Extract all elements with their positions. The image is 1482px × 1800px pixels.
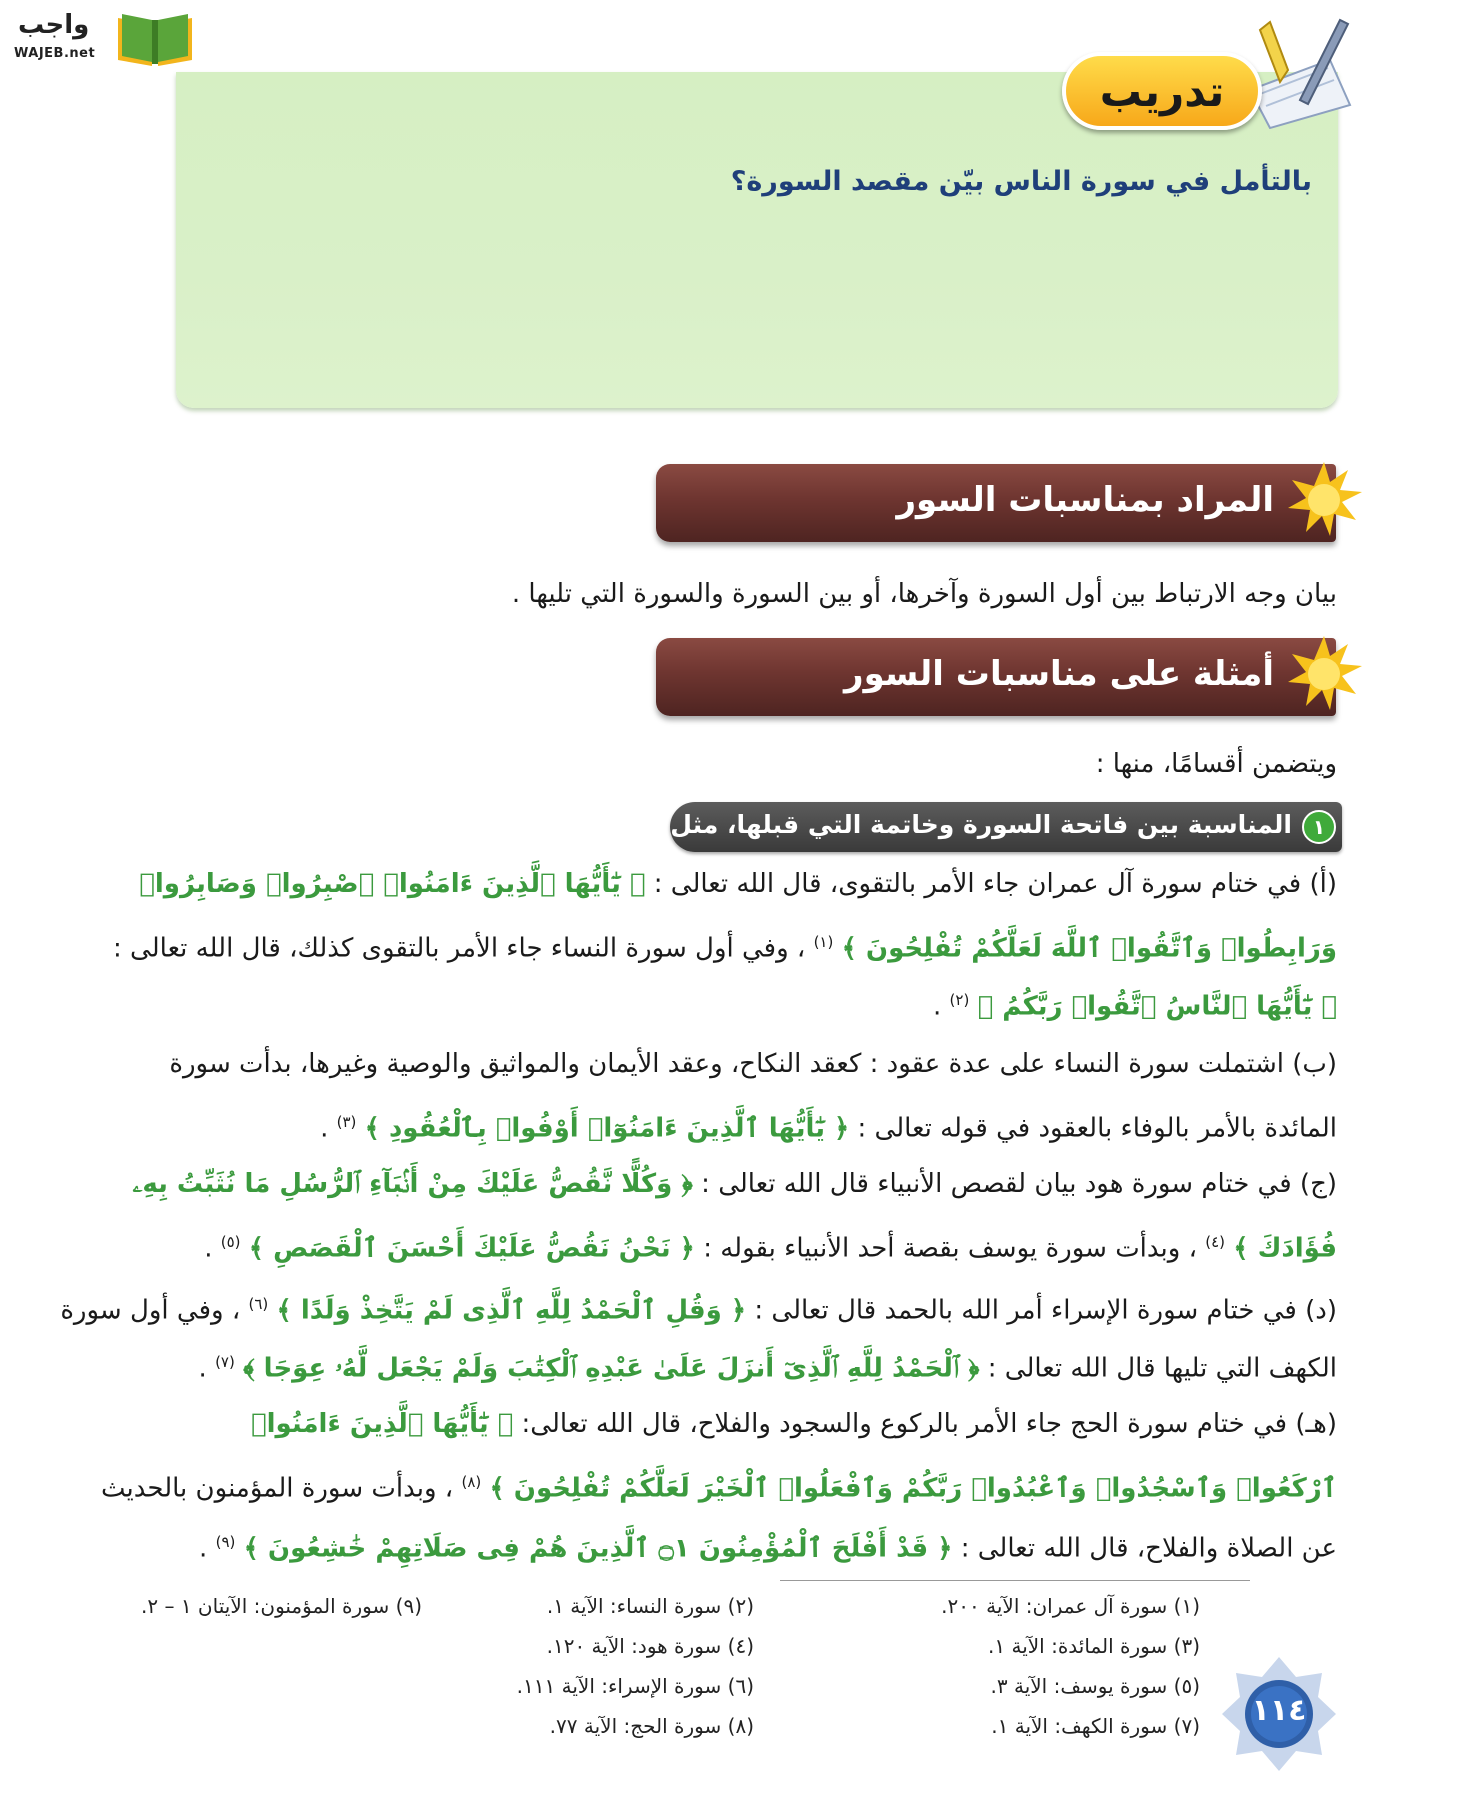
footnote-2: (٢) سورة النساء: الآية ١. xyxy=(546,1594,754,1618)
footnote-1: (١) سورة آل عمران: الآية ٢٠٠. xyxy=(941,1594,1200,1618)
footnote-ref: (٣) xyxy=(336,1113,357,1131)
example-e-line1: (هـ) في ختام سورة الحج جاء الأمر بالركوع والسجود والفلاح، قال الله تعالى: ﴿ يَٰٓأَيُّهَا ٱلَّذِينَ ءَامَنُوا۟ xyxy=(251,1409,1337,1439)
footnote-ref: (٢) xyxy=(949,991,970,1009)
example-e-line3: عن الصلاة والفلاح، قال الله تعالى : ﴿ قَدْ أَفْلَحَ ٱلْمُؤْمِنُونَ ۝١ ٱلَّذِينَ هُمْ فِى صَلَاتِهِمْ خَٰشِعُونَ ﴾ $^{(٩)}$ . xyxy=(199,1533,1337,1564)
category-number: ١ xyxy=(1302,810,1336,844)
verse: ﴿ نَحْنُ نَقُصُّ عَلَيْكَ أَحْسَنَ ٱلْقَصَصِ ﴾ xyxy=(248,1233,695,1264)
footnote-8: (٨) سورة الحج: الآية ٧٧. xyxy=(549,1714,754,1738)
verse: ﴿ قَدْ أَفْلَحَ ٱلْمُؤْمِنُونَ ۝١ ٱلَّذِينَ هُمْ فِى صَلَاتِهِمْ خَٰشِعُونَ ﴾ xyxy=(243,1533,953,1564)
practice-badge-label: تدريب xyxy=(1099,66,1225,116)
footnote-6: (٦) سورة الإسراء: الآية ١١١. xyxy=(516,1674,754,1698)
section-title-examples: أمثلة على مناسبات السور xyxy=(844,654,1274,694)
wajeb-logo xyxy=(10,6,190,68)
page-number: ١١٤ xyxy=(1251,1693,1307,1728)
footnote-ref: (٥) xyxy=(220,1233,241,1251)
verse: ﴿ يَٰٓأَيُّهَا ٱلَّذِينَ ءَامَنُوا۟ xyxy=(251,1409,514,1439)
verse: ﴿ وَكُلًّا نَّقُصُّ عَلَيْكَ مِنْ أَنۢبَآءِ ٱلرُّسُلِ مَا نُثَبِّتُ بِهِۦ xyxy=(132,1169,693,1199)
section-banner-examples xyxy=(656,638,1336,716)
example-b-line2: المائدة بالأمر بالوفاء بالعقود في قوله تعالى : ﴿ يَٰٓأَيُّهَا ٱلَّذِينَ ءَامَنُوٓا۟ أَوْفُوا۟ بِٱلْعُقُودِ ﴾ $^{(٣)}$ . xyxy=(320,1113,1337,1144)
book-icon xyxy=(116,10,194,68)
example-c-line2: فُؤَادَكَ ﴾ $^{(٤)}$ ، وبدأت سورة يوسف بقصة أحد الأنبياء بقوله : ﴿ نَحْنُ نَقُصُّ عَلَيْكَ أَحْسَنَ ٱلْقَصَصِ ﴾ $^{(٥)}$ . xyxy=(204,1233,1337,1264)
example-d-line2: الكهف التي تليها قال الله تعالى : ﴿ ٱلْحَمْدُ لِلَّهِ ٱلَّذِىٓ أَنزَلَ عَلَىٰ عَبْدِهِ ٱلْكِتَٰبَ وَلَمْ يَجْعَل لَّهُۥ عِوَجَا ﴾ $^{(٧)}$ . xyxy=(198,1353,1337,1384)
footnote-ref: (٦) xyxy=(248,1295,269,1313)
footnote-ref: (٩) xyxy=(215,1533,236,1551)
pen-paper-icon xyxy=(1240,10,1360,130)
footnote-ref: (١) xyxy=(813,933,834,951)
example-a-line1: (أ) في ختام سورة آل عمران جاء الأمر بالتقوى، قال الله تعالى : ﴿ يَٰٓأَيُّهَا ٱلَّذِينَ ءَامَنُوا۟ ٱصْبِرُوا۟ وَصَابِرُوا۟ xyxy=(139,869,1337,899)
practice-question: بالتأمل في سورة الناس بيّن مقصد السورة؟ xyxy=(730,166,1312,197)
logo-net: WAJEB.net xyxy=(14,46,96,61)
example-b-line1: (ب) اشتملت سورة النساء على عدة عقود : كعقد النكاح، وعقد الأيمان والمواثيق والوصية وغيرها، بدأت سورة xyxy=(169,1049,1337,1079)
verse: ٱرْكَعُوا۟ وَٱسْجُدُوا۟ وَٱعْبُدُوا۟ رَبَّكُمْ وَٱفْعَلُوا۟ ٱلْخَيْرَ لَعَلَّكُمْ تُفْلِحُونَ ﴾ xyxy=(489,1473,1337,1504)
definition-text: بيان وجه الارتباط بين أول السورة وآخرها، أو بين السورة والسورة التي تليها . xyxy=(511,579,1337,609)
page-number-badge xyxy=(1220,1655,1338,1773)
intro-text: ويتضمن أقسامًا، منها : xyxy=(1095,749,1337,779)
category-banner xyxy=(651,802,1342,852)
section-title-meaning: المراد بمناسبات السور xyxy=(896,480,1274,520)
footnote-ref: (٧) xyxy=(215,1353,235,1371)
example-a-line2: وَرَابِطُوا۟ وَٱتَّقُوا۟ ٱللَّهَ لَعَلَّكُمْ تُفْلِحُونَ ﴾ $^{(١)}$ ، وفي أول سورة النساء جاء الأمر بالتقوى كذلك، قال الله تعالى : xyxy=(113,933,1337,964)
verse: وَرَابِطُوا۟ وَٱتَّقُوا۟ ٱللَّهَ لَعَلَّكُمْ تُفْلِحُونَ ﴾ xyxy=(841,933,1337,964)
verse: ﴿ يَٰٓأَيُّهَا ٱلنَّاسُ ٱتَّقُوا۟ رَبَّكُمُ ﴾ xyxy=(977,991,1337,1022)
footnote-ref: (٨) xyxy=(461,1473,482,1491)
verse: فُؤَادَكَ ﴾ xyxy=(1233,1233,1337,1264)
section-banner-meaning xyxy=(656,464,1336,542)
example-a-line3: ﴿ يَٰٓأَيُّهَا ٱلنَّاسُ ٱتَّقُوا۟ رَبَّكُمُ ﴾ $^{(٢)}$ . xyxy=(932,991,1337,1022)
verse: ﴿ يَٰٓأَيُّهَا ٱلَّذِينَ ءَامَنُوا۟ ٱصْبِرُوا۟ وَصَابِرُوا۟ xyxy=(139,869,646,899)
verse: ﴿ يَٰٓأَيُّهَا ٱلَّذِينَ ءَامَنُوٓا۟ أَوْفُوا۟ بِٱلْعُقُودِ ﴾ xyxy=(364,1113,850,1144)
logo-word: واجب xyxy=(18,10,90,40)
footnote-ref: (٤) xyxy=(1205,1233,1226,1251)
example-e-line2: ٱرْكَعُوا۟ وَٱسْجُدُوا۟ وَٱعْبُدُوا۟ رَبَّكُمْ وَٱفْعَلُوا۟ ٱلْخَيْرَ لَعَلَّكُمْ تُفْلِحُونَ ﴾ $^{(٨)}$ ، وبدأت سورة المؤمنون بالحديث xyxy=(101,1473,1337,1504)
verse: ﴿ وَقُلِ ٱلْحَمْدُ لِلَّهِ ٱلَّذِى لَمْ يَتَّخِذْ وَلَدًا ﴾ xyxy=(276,1295,747,1326)
verse: ﴿ ٱلْحَمْدُ لِلَّهِ ٱلَّذِىٓ أَنزَلَ عَلَىٰ عَبْدِهِ ٱلْكِتَٰبَ وَلَمْ يَجْعَل لَّهُۥ عِوَجَا ﴾ xyxy=(243,1353,980,1384)
practice-badge xyxy=(1062,52,1262,130)
example-c-line1: (ج) في ختام سورة هود بيان لقصص الأنبياء قال الله تعالى : ﴿ وَكُلًّا نَّقُصُّ عَلَيْكَ مِنْ أَنۢبَآءِ ٱلرُّسُلِ مَا نُثَبِّتُ بِهِۦ xyxy=(132,1169,1337,1199)
footnote-4: (٤) سورة هود: الآية ١٢٠. xyxy=(546,1634,754,1658)
sun-burst-icon xyxy=(1284,460,1364,540)
category-label: المناسبة بين فاتحة السورة وخاتمة التي قبلها، مثل : xyxy=(651,810,1292,839)
footnote-7: (٧) سورة الكهف: الآية ١. xyxy=(991,1714,1200,1738)
footnote-divider xyxy=(780,1580,1250,1581)
example-d-line1: (د) في ختام سورة الإسراء أمر الله بالحمد قال تعالى : ﴿ وَقُلِ ٱلْحَمْدُ لِلَّهِ ٱلَّذِى لَمْ يَتَّخِذْ وَلَدًا ﴾ $^{(٦)}$ ، وفي أول سورة xyxy=(60,1295,1337,1326)
footnote-5: (٥) سورة يوسف: الآية ٣. xyxy=(990,1674,1200,1698)
footnote-9: (٩) سورة المؤمنون: الآيتان ١ – ٢. xyxy=(141,1594,422,1618)
sun-burst-icon xyxy=(1284,634,1364,714)
footnote-3: (٣) سورة المائدة: الآية ١. xyxy=(988,1634,1200,1658)
